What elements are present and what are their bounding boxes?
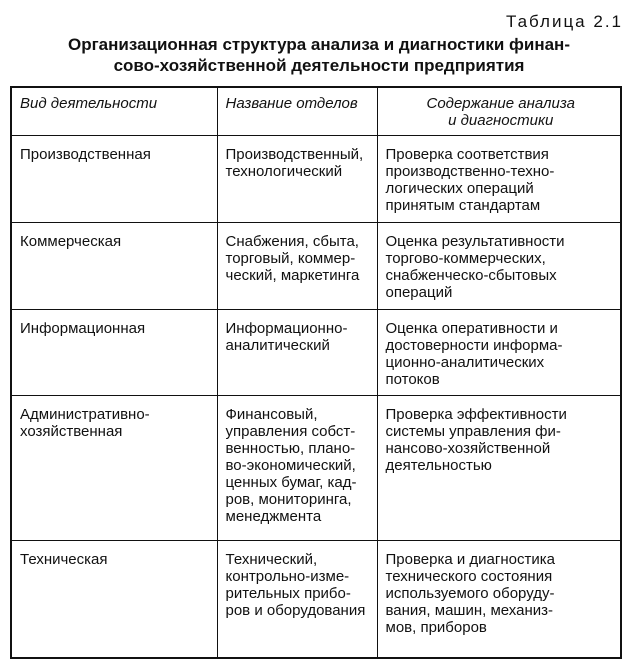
cell-analysis-content: Проверка соответствия производственно-техно- логических операций принятым стандартам bbox=[377, 136, 621, 223]
cell-activity-type: Техническая bbox=[11, 541, 217, 659]
cell-activity-type: Информационная bbox=[11, 310, 217, 396]
table-row bbox=[11, 541, 621, 659]
table-row bbox=[11, 310, 621, 396]
organizational-structure-table bbox=[10, 86, 622, 659]
cell-department-name: Технический, контрольно-изме- рительных прибо- ров и оборудования bbox=[217, 541, 377, 659]
header-department-name: Название отделов bbox=[217, 87, 377, 136]
cell-activity-type: Производственная bbox=[11, 136, 217, 223]
cell-department-name: Информационно- аналитический bbox=[217, 310, 377, 396]
cell-analysis-content: Проверка и диагностика технического состояния используемого оборуду- вания, машин, механиз- мов, приборов bbox=[377, 541, 621, 659]
cell-activity-type: Административно- хозяйственная bbox=[11, 396, 217, 541]
table-header-row bbox=[11, 87, 621, 136]
table-number-label: Таблица 2.1 bbox=[505, 12, 623, 31]
table-row bbox=[11, 396, 621, 541]
table-row bbox=[11, 223, 621, 310]
table-title-line-2: сово-хозяйственной деятельности предприятия bbox=[113, 56, 525, 75]
header-activity-type: Вид деятельности bbox=[11, 87, 217, 136]
cell-analysis-content: Оценка результативности торгово-коммерческих, снабженческо-сбытовых операций bbox=[377, 223, 621, 310]
cell-department-name: Снабжения, сбыта, торговый, коммер- ческий, маркетинга bbox=[217, 223, 377, 310]
header-analysis-content: Содержание анализа и диагностики bbox=[377, 87, 621, 136]
cell-analysis-content: Проверка эффективности системы управления фи- нансово-хозяйственной деятельностью bbox=[377, 396, 621, 541]
cell-analysis-content: Оценка оперативности и достоверности информа- ционно-аналитических потоков bbox=[377, 310, 621, 396]
table-title-line-1: Организационная структура анализа и диагностики финан- bbox=[67, 35, 570, 54]
cell-department-name: Финансовый, управления собст- венностью, плано- во-экономический, ценных бумаг, кад- ров, мониторинга, менеджмента bbox=[217, 396, 377, 541]
table-row bbox=[11, 136, 621, 223]
cell-department-name: Производственный, технологический bbox=[217, 136, 377, 223]
table-title bbox=[14, 34, 624, 76]
cell-activity-type: Коммерческая bbox=[11, 223, 217, 310]
